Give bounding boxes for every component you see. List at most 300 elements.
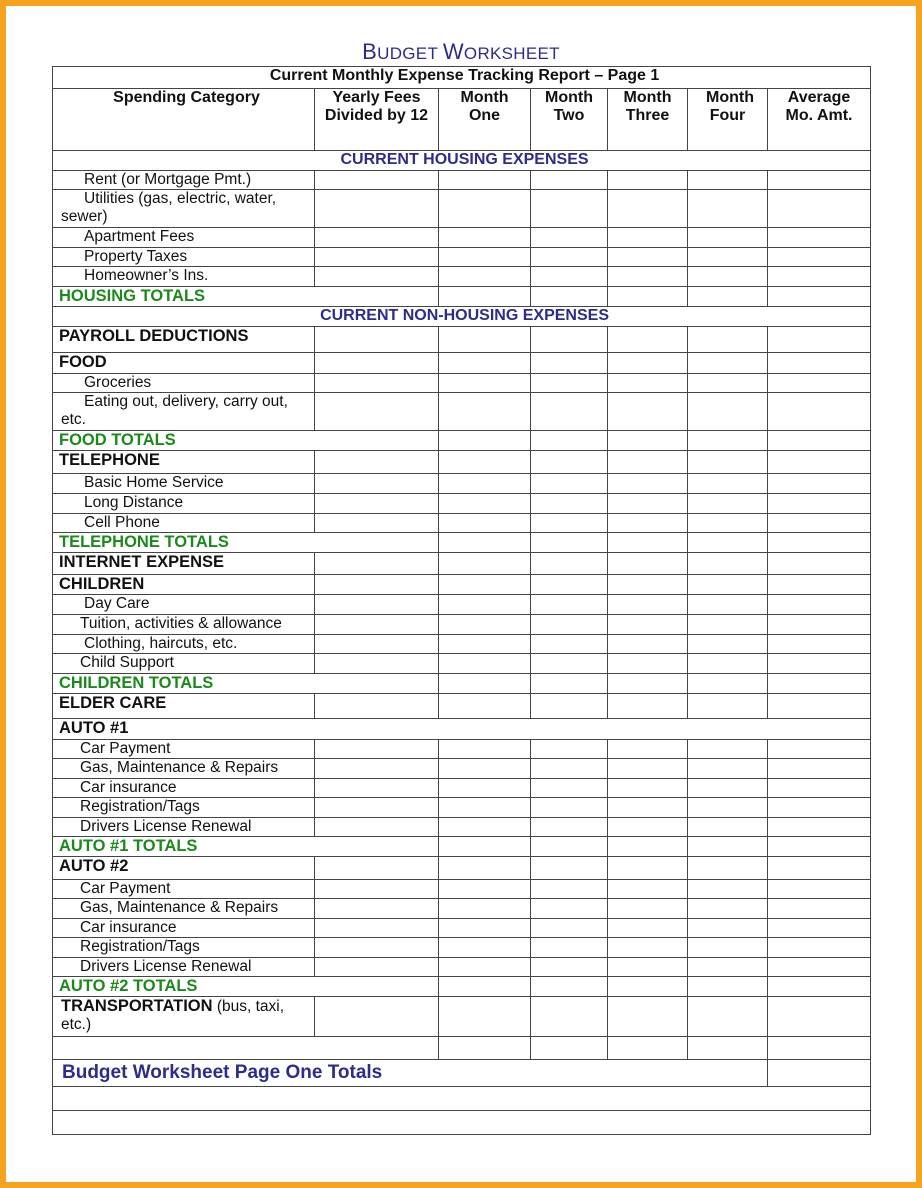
- amount-cell[interactable]: [688, 327, 768, 353]
- amount-cell[interactable]: [608, 575, 688, 595]
- amount-cell[interactable]: [688, 431, 768, 451]
- amount-cell[interactable]: [315, 615, 439, 635]
- amount-cell[interactable]: [439, 880, 531, 899]
- amount-cell[interactable]: [439, 353, 531, 374]
- expense-label: Registration/Tags: [53, 798, 315, 818]
- totals-row: [53, 977, 871, 997]
- amount-cell[interactable]: [768, 740, 871, 759]
- group-label: ELDER CARE: [53, 694, 315, 719]
- totals-label: HOUSING TOTALS: [53, 287, 439, 307]
- amount-cell[interactable]: [608, 899, 688, 919]
- amount-cell[interactable]: [531, 818, 608, 837]
- amount-cell[interactable]: [439, 837, 531, 857]
- amount-cell[interactable]: [439, 919, 531, 938]
- amount-cell[interactable]: [439, 1037, 531, 1060]
- amount-cell[interactable]: [768, 431, 871, 451]
- expense-label: Clothing, haircuts, etc.: [53, 635, 315, 654]
- amount-cell[interactable]: [531, 393, 608, 431]
- expense-row: [53, 958, 871, 977]
- amount-cell[interactable]: [531, 880, 608, 899]
- amount-cell[interactable]: [768, 451, 871, 474]
- amount-cell[interactable]: [768, 674, 871, 694]
- group-label: PAYROLL DEDUCTIONS: [53, 327, 315, 353]
- amount-cell[interactable]: [688, 494, 768, 514]
- amount-cell[interactable]: [315, 248, 439, 267]
- amount-cell[interactable]: [531, 431, 608, 451]
- expense-row: [53, 615, 871, 635]
- report-title: Current Monthly Expense Tracking Report – Page 1: [53, 67, 871, 89]
- totals-label: TELEPHONE TOTALS: [53, 533, 439, 553]
- amount-cell[interactable]: [315, 267, 439, 287]
- amount-cell[interactable]: [608, 958, 688, 977]
- amount-cell[interactable]: [608, 997, 688, 1037]
- amount-cell[interactable]: [531, 899, 608, 919]
- amount-cell[interactable]: [608, 1037, 688, 1060]
- amount-cell[interactable]: [608, 919, 688, 938]
- expense-label: Groceries: [53, 374, 315, 393]
- group-label: FOOD: [53, 353, 315, 374]
- amount-cell[interactable]: [315, 798, 439, 818]
- amount-cell[interactable]: [688, 595, 768, 615]
- amount-cell[interactable]: [531, 494, 608, 514]
- amount-cell[interactable]: [608, 595, 688, 615]
- expense-label: Property Taxes: [53, 248, 315, 267]
- amount-cell[interactable]: [608, 228, 688, 248]
- amount-cell[interactable]: [688, 287, 768, 307]
- amount-cell[interactable]: [688, 694, 768, 719]
- group-label: AUTO #1: [53, 719, 871, 740]
- amount-cell[interactable]: [315, 393, 439, 431]
- expense-label: Eating out, delivery, carry out, etc.: [53, 393, 315, 431]
- amount-cell[interactable]: [768, 958, 871, 977]
- amount-cell[interactable]: [531, 595, 608, 615]
- amount-cell[interactable]: [608, 171, 688, 190]
- amount-cell[interactable]: [688, 857, 768, 880]
- expense-label: Car insurance: [53, 779, 315, 798]
- col-header-month-three: Month Three: [608, 89, 688, 151]
- amount-cell[interactable]: [608, 635, 688, 654]
- amount-cell[interactable]: [315, 374, 439, 393]
- amount-cell[interactable]: [608, 431, 688, 451]
- amount-cell[interactable]: [439, 494, 531, 514]
- amount-cell[interactable]: [768, 938, 871, 958]
- amount-cell[interactable]: [439, 190, 531, 228]
- group-row: [53, 451, 871, 474]
- amount-cell[interactable]: [531, 228, 608, 248]
- expense-label: Child Support: [53, 654, 315, 674]
- amount-cell[interactable]: [608, 190, 688, 228]
- amount-cell[interactable]: [531, 958, 608, 977]
- amount-cell[interactable]: [768, 1037, 871, 1060]
- amount-cell[interactable]: [531, 635, 608, 654]
- col-header-month-two: Month Two: [531, 89, 608, 151]
- amount-cell[interactable]: [531, 615, 608, 635]
- amount-cell[interactable]: [439, 779, 531, 798]
- section-header-row: [53, 151, 871, 171]
- amount-cell[interactable]: [531, 474, 608, 494]
- amount-cell[interactable]: [531, 798, 608, 818]
- amount-cell[interactable]: [315, 880, 439, 899]
- amount-cell[interactable]: [531, 287, 608, 307]
- amount-cell[interactable]: [439, 997, 531, 1037]
- amount-cell[interactable]: [688, 575, 768, 595]
- amount-cell[interactable]: [688, 190, 768, 228]
- amount-cell[interactable]: [768, 327, 871, 353]
- amount-cell[interactable]: [768, 654, 871, 674]
- amount-cell[interactable]: [768, 553, 871, 575]
- amount-cell[interactable]: [531, 327, 608, 353]
- amount-cell[interactable]: [531, 248, 608, 267]
- amount-cell[interactable]: [531, 514, 608, 533]
- amount-cell[interactable]: [608, 393, 688, 431]
- amount-cell[interactable]: [608, 759, 688, 779]
- section-title: CURRENT NON-HOUSING EXPENSES: [53, 307, 871, 327]
- amount-cell[interactable]: [531, 353, 608, 374]
- totals-row: [53, 837, 871, 857]
- expense-label: [53, 997, 315, 1037]
- amount-cell[interactable]: [768, 474, 871, 494]
- amount-cell[interactable]: [688, 798, 768, 818]
- notes-cell[interactable]: [53, 1087, 871, 1111]
- amount-cell[interactable]: [688, 553, 768, 575]
- amount-cell[interactable]: [768, 171, 871, 190]
- amount-cell[interactable]: [768, 228, 871, 248]
- amount-cell[interactable]: [688, 451, 768, 474]
- amount-cell[interactable]: [688, 837, 768, 857]
- amount-cell[interactable]: [768, 190, 871, 228]
- expense-label: Tuition, activities & allowance: [53, 615, 315, 635]
- expense-label: Utilities (gas, electric, water, sewer): [53, 190, 315, 228]
- amount-cell[interactable]: [768, 514, 871, 533]
- expense-row: [53, 393, 871, 431]
- amount-cell[interactable]: [315, 740, 439, 759]
- amount-cell[interactable]: [608, 740, 688, 759]
- amount-cell[interactable]: [688, 374, 768, 393]
- amount-cell[interactable]: [439, 740, 531, 759]
- amount-cell[interactable]: [531, 759, 608, 779]
- amount-cell[interactable]: [315, 494, 439, 514]
- amount-cell[interactable]: [315, 228, 439, 248]
- totals-row: [53, 533, 871, 553]
- expense-row: [53, 899, 871, 919]
- amount-cell[interactable]: [315, 919, 439, 938]
- amount-cell[interactable]: [439, 857, 531, 880]
- expense-label: Gas, Maintenance & Repairs: [53, 899, 315, 919]
- amount-cell[interactable]: [688, 393, 768, 431]
- amount-cell[interactable]: [531, 938, 608, 958]
- expense-row: [53, 759, 871, 779]
- amount-cell[interactable]: [439, 575, 531, 595]
- expense-row: [53, 798, 871, 818]
- amount-cell[interactable]: [315, 514, 439, 533]
- amount-cell[interactable]: [439, 759, 531, 779]
- blank-row: [53, 1037, 871, 1060]
- amount-cell[interactable]: [768, 287, 871, 307]
- amount-cell[interactable]: [439, 553, 531, 575]
- amount-cell[interactable]: [315, 958, 439, 977]
- amount-cell[interactable]: [315, 694, 439, 719]
- amount-cell[interactable]: [768, 857, 871, 880]
- amount-cell[interactable]: [768, 779, 871, 798]
- amount-cell[interactable]: [439, 635, 531, 654]
- amount-cell[interactable]: [768, 798, 871, 818]
- amount-cell[interactable]: [688, 740, 768, 759]
- amount-cell[interactable]: [688, 514, 768, 533]
- amount-cell[interactable]: [439, 694, 531, 719]
- amount-cell[interactable]: [531, 837, 608, 857]
- amount-cell[interactable]: [531, 533, 608, 553]
- amount-cell[interactable]: [768, 595, 871, 615]
- amount-cell[interactable]: [439, 798, 531, 818]
- amount-cell[interactable]: [688, 474, 768, 494]
- amount-cell[interactable]: [688, 674, 768, 694]
- amount-cell[interactable]: [531, 977, 608, 997]
- amount-cell[interactable]: [768, 575, 871, 595]
- amount-cell[interactable]: [608, 514, 688, 533]
- amount-cell[interactable]: [439, 533, 531, 553]
- amount-cell[interactable]: [768, 374, 871, 393]
- amount-cell[interactable]: [688, 977, 768, 997]
- budget-table: [52, 66, 871, 1135]
- amount-cell[interactable]: [768, 694, 871, 719]
- amount-cell[interactable]: [315, 553, 439, 575]
- amount-cell[interactable]: [608, 353, 688, 374]
- amount-cell[interactable]: [531, 553, 608, 575]
- amount-cell[interactable]: [315, 779, 439, 798]
- expense-label: Car Payment: [53, 880, 315, 899]
- amount-cell[interactable]: [688, 997, 768, 1037]
- amount-cell[interactable]: [608, 451, 688, 474]
- amount-cell[interactable]: [531, 857, 608, 880]
- amount-cell[interactable]: [315, 451, 439, 474]
- amount-cell[interactable]: [688, 779, 768, 798]
- amount-cell[interactable]: [688, 171, 768, 190]
- expense-row: [53, 818, 871, 837]
- grand-totals-row: [53, 1060, 871, 1087]
- amount-cell[interactable]: [531, 654, 608, 674]
- amount-cell[interactable]: [688, 654, 768, 674]
- amount-cell[interactable]: [439, 818, 531, 837]
- amount-cell[interactable]: [315, 818, 439, 837]
- amount-cell[interactable]: [768, 997, 871, 1037]
- amount-cell[interactable]: [315, 171, 439, 190]
- amount-cell[interactable]: [315, 899, 439, 919]
- expense-label: Basic Home Service: [53, 474, 315, 494]
- amount-cell[interactable]: [439, 958, 531, 977]
- amount-cell[interactable]: [439, 938, 531, 958]
- group-row: [53, 575, 871, 595]
- amount-cell[interactable]: [608, 818, 688, 837]
- group-label: INTERNET EXPENSE: [53, 553, 315, 575]
- amount-cell[interactable]: [531, 1037, 608, 1060]
- group-row: [53, 553, 871, 575]
- amount-cell[interactable]: [531, 997, 608, 1037]
- expense-label: Registration/Tags: [53, 938, 315, 958]
- amount-cell[interactable]: [608, 533, 688, 553]
- amount-cell[interactable]: [608, 327, 688, 353]
- section-header-row: [53, 307, 871, 327]
- amount-cell[interactable]: [439, 287, 531, 307]
- amount-cell[interactable]: [439, 595, 531, 615]
- worksheet-title: BUDGET WORKSHEET: [362, 39, 560, 64]
- amount-cell[interactable]: [315, 327, 439, 353]
- expense-row: [53, 514, 871, 533]
- amount-cell[interactable]: [531, 374, 608, 393]
- amount-cell[interactable]: [315, 474, 439, 494]
- amount-cell[interactable]: [768, 615, 871, 635]
- amount-cell[interactable]: [531, 694, 608, 719]
- totals-label: AUTO #2 TOTALS: [53, 977, 439, 997]
- group-row: [53, 719, 871, 740]
- amount-cell[interactable]: [608, 248, 688, 267]
- expense-row: [53, 595, 871, 615]
- expense-label: Homeowner’s Ins.: [53, 267, 315, 287]
- amount-cell[interactable]: [608, 287, 688, 307]
- amount-cell[interactable]: [531, 740, 608, 759]
- group-row: [53, 327, 871, 353]
- amount-cell[interactable]: [608, 654, 688, 674]
- amount-cell[interactable]: [688, 880, 768, 899]
- amount-cell[interactable]: [768, 880, 871, 899]
- amount-cell[interactable]: [531, 575, 608, 595]
- amount-cell[interactable]: [608, 694, 688, 719]
- amount-cell[interactable]: [315, 190, 439, 228]
- amount-cell[interactable]: [439, 374, 531, 393]
- amount-cell[interactable]: [531, 190, 608, 228]
- amount-cell[interactable]: [531, 451, 608, 474]
- group-row: [53, 694, 871, 719]
- amount-cell[interactable]: [439, 514, 531, 533]
- amount-cell[interactable]: [439, 267, 531, 287]
- amount-cell[interactable]: [315, 635, 439, 654]
- expense-row: [53, 228, 871, 248]
- amount-cell[interactable]: [768, 919, 871, 938]
- amount-cell[interactable]: [608, 837, 688, 857]
- amount-cell[interactable]: [768, 899, 871, 919]
- amount-cell[interactable]: [531, 919, 608, 938]
- amount-cell[interactable]: [688, 615, 768, 635]
- amount-cell[interactable]: [608, 494, 688, 514]
- amount-cell[interactable]: [768, 759, 871, 779]
- amount-cell[interactable]: [531, 674, 608, 694]
- expense-row: [53, 494, 871, 514]
- amount-cell[interactable]: [439, 228, 531, 248]
- amount-cell[interactable]: [688, 533, 768, 553]
- amount-cell[interactable]: [768, 1060, 871, 1087]
- amount-cell[interactable]: [439, 899, 531, 919]
- amount-cell[interactable]: [439, 327, 531, 353]
- amount-cell[interactable]: [688, 635, 768, 654]
- amount-cell[interactable]: [531, 171, 608, 190]
- report-title-row: [53, 67, 871, 89]
- amount-cell[interactable]: [608, 938, 688, 958]
- amount-cell[interactable]: [608, 553, 688, 575]
- amount-cell[interactable]: [315, 857, 439, 880]
- amount-cell[interactable]: [315, 654, 439, 674]
- col-header-category: Spending Category: [53, 89, 315, 151]
- header-row: [53, 89, 871, 151]
- amount-cell[interactable]: [768, 353, 871, 374]
- amount-cell[interactable]: [531, 779, 608, 798]
- amount-cell[interactable]: [608, 615, 688, 635]
- amount-cell[interactable]: [768, 533, 871, 553]
- amount-cell[interactable]: [439, 393, 531, 431]
- expense-row: [53, 474, 871, 494]
- totals-row: [53, 431, 871, 451]
- amount-cell[interactable]: [439, 431, 531, 451]
- notes-row: [53, 1111, 871, 1135]
- amount-cell[interactable]: [439, 674, 531, 694]
- notes-row: [53, 1087, 871, 1111]
- amount-cell[interactable]: [768, 494, 871, 514]
- amount-cell[interactable]: [315, 595, 439, 615]
- totals-label: FOOD TOTALS: [53, 431, 439, 451]
- amount-cell[interactable]: [315, 353, 439, 374]
- amount-cell[interactable]: [315, 938, 439, 958]
- amount-cell[interactable]: [315, 575, 439, 595]
- amount-cell[interactable]: [608, 374, 688, 393]
- expense-row: [53, 740, 871, 759]
- notes-cell[interactable]: [53, 1111, 871, 1135]
- amount-cell[interactable]: [688, 267, 768, 287]
- amount-cell[interactable]: [608, 977, 688, 997]
- amount-cell[interactable]: [439, 248, 531, 267]
- amount-cell[interactable]: [768, 393, 871, 431]
- amount-cell[interactable]: [688, 353, 768, 374]
- amount-cell[interactable]: [439, 451, 531, 474]
- amount-cell[interactable]: [688, 248, 768, 267]
- amount-cell[interactable]: [688, 919, 768, 938]
- group-label: AUTO #2: [53, 857, 315, 880]
- amount-cell[interactable]: [768, 267, 871, 287]
- amount-cell[interactable]: [439, 977, 531, 997]
- amount-cell[interactable]: [768, 248, 871, 267]
- expense-label: Long Distance: [53, 494, 315, 514]
- amount-cell[interactable]: [608, 779, 688, 798]
- amount-cell[interactable]: [688, 818, 768, 837]
- amount-cell[interactable]: [439, 171, 531, 190]
- amount-cell[interactable]: [768, 818, 871, 837]
- amount-cell[interactable]: [315, 759, 439, 779]
- amount-cell[interactable]: [688, 1037, 768, 1060]
- amount-cell[interactable]: [608, 798, 688, 818]
- amount-cell[interactable]: [768, 977, 871, 997]
- amount-cell[interactable]: [439, 474, 531, 494]
- amount-cell[interactable]: [688, 938, 768, 958]
- col-header-average: Average Mo. Amt.: [768, 89, 871, 151]
- group-row: [53, 857, 871, 880]
- amount-cell[interactable]: [688, 228, 768, 248]
- amount-cell[interactable]: [688, 759, 768, 779]
- amount-cell[interactable]: [688, 899, 768, 919]
- amount-cell[interactable]: [608, 857, 688, 880]
- amount-cell[interactable]: [531, 267, 608, 287]
- amount-cell[interactable]: [439, 654, 531, 674]
- amount-cell[interactable]: [439, 615, 531, 635]
- expense-label: Cell Phone: [53, 514, 315, 533]
- amount-cell[interactable]: [768, 635, 871, 654]
- amount-cell[interactable]: [768, 837, 871, 857]
- amount-cell[interactable]: [608, 474, 688, 494]
- amount-cell[interactable]: [315, 997, 439, 1037]
- section-title: CURRENT HOUSING EXPENSES: [53, 151, 871, 171]
- amount-cell[interactable]: [608, 880, 688, 899]
- expense-row: [53, 267, 871, 287]
- amount-cell[interactable]: [688, 958, 768, 977]
- amount-cell[interactable]: [608, 267, 688, 287]
- amount-cell[interactable]: [608, 674, 688, 694]
- expense-label: Day Care: [53, 595, 315, 615]
